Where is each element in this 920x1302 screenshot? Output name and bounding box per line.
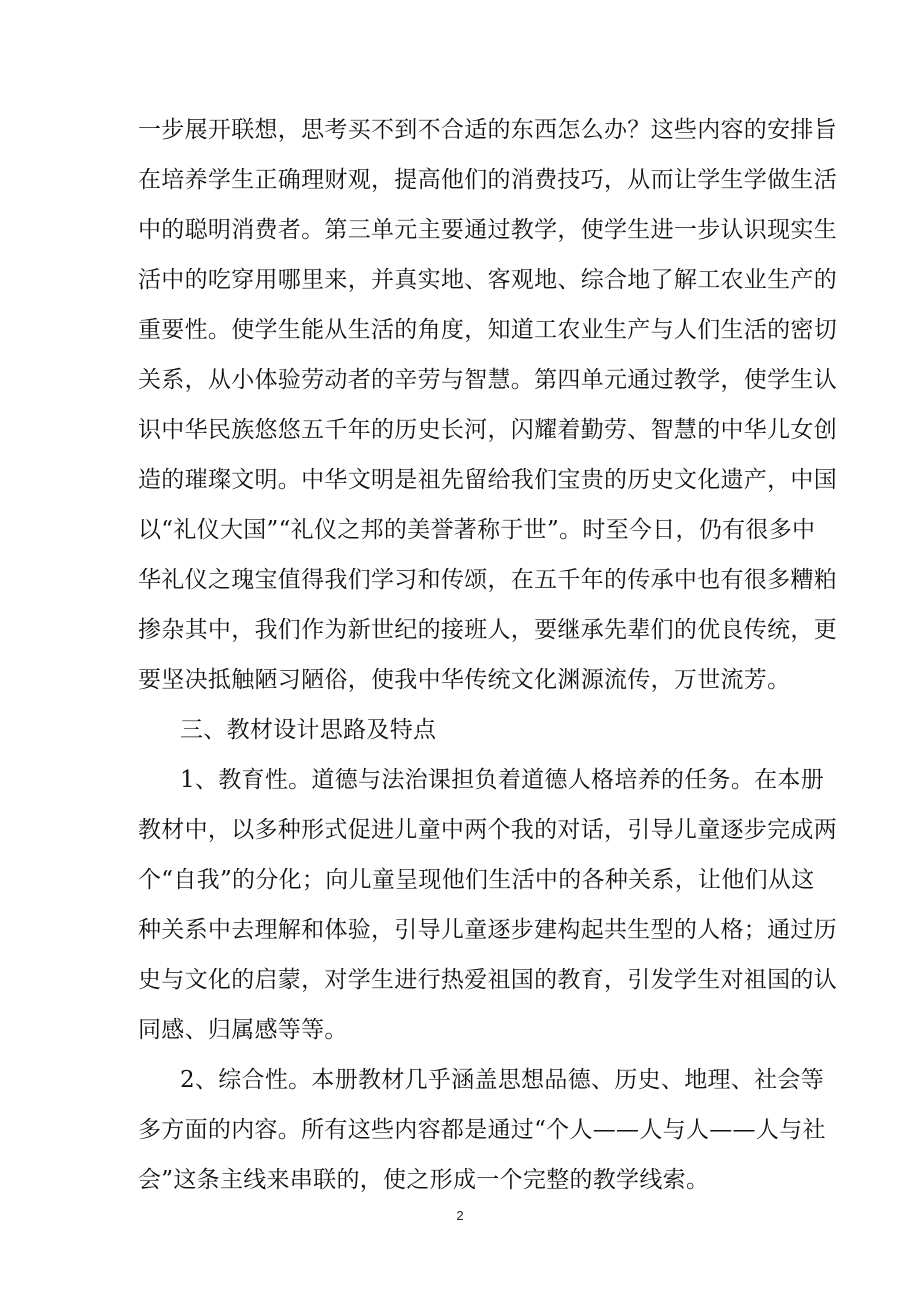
body-text-line: 种关系中去理解和体验，引导儿童逐步建构起共生型的人格；通过历 [138,917,837,943]
body-text-line: 2、综合性。本册教材几乎涵盖思想品德、历史、地理、社会等 [180,1067,825,1093]
body-text-line: 史与文化的启蒙，对学生进行热爱祖国的教育，引发学生对祖国的认 [138,967,837,993]
body-text-line: 个“自我”的分化；向儿童呈现他们生活中的各种关系，让他们从这 [138,867,815,893]
body-text-line: 以“礼仪大国”“礼仪之邦的美誉著称于世”。时至今日，仍有很多中 [138,517,816,543]
body-text-line: 华礼仪之瑰宝值得我们学习和传颂，在五千年的传承中也有很多糟粕 [138,567,837,593]
body-text-line: 造的璀璨文明。中华文明是祖先留给我们宝贵的历史文化遗产，中国 [138,467,837,493]
body-text-line: 多方面的内容。所有这些内容都是通过“个人——人与人——人与社 [138,1117,826,1143]
body-text-line: 中的聪明消费者。第三单元主要通过教学，使学生进一步认识现实生 [138,217,837,243]
body-text-line: 重要性。使学生能从生活的角度，知道工农业生产与人们生活的密切 [138,317,837,343]
body-text-line: 识中华民族悠悠五千年的历史长河，闪耀着勤劳、智慧的中华儿女创 [138,417,837,443]
body-text-line: 掺杂其中，我们作为新世纪的接班人，要继承先辈们的优良传统，更 [138,617,837,643]
body-text-line: 同感、归属感等等。 [138,1017,348,1043]
body-text-line: 在培养学生正确理财观，提高他们的消费技巧，从而让学生学做生活 [138,167,837,193]
body-text-line: 活中的吃穿用哪里来，并真实地、客观地、综合地了解工农业生产的 [138,267,837,293]
body-text-line: 一步展开联想，思考买不到不合适的东西怎么办？这些内容的安排旨 [138,117,837,143]
body-text-line: 会”这条主线来串联的，使之形成一个完整的教学线索。 [138,1167,710,1193]
section-heading: 三、教材设计思路及特点 [180,717,437,743]
body-text-line: 1、教育性。道德与法治课担负着道德人格培养的任务。在本册 [180,767,825,793]
body-text-line: 教材中，以多种形式促进儿童中两个我的对话，引导儿童逐步完成两 [138,817,837,843]
body-text-line: 关系，从小体验劳动者的辛劳与智慧。第四单元通过教学，使学生认 [138,367,837,393]
page-number: 2 [456,1208,464,1223]
body-text-line: 要坚决抵触陋习陋俗，使我中华传统文化渊源流传，万世流芳。 [138,667,791,693]
